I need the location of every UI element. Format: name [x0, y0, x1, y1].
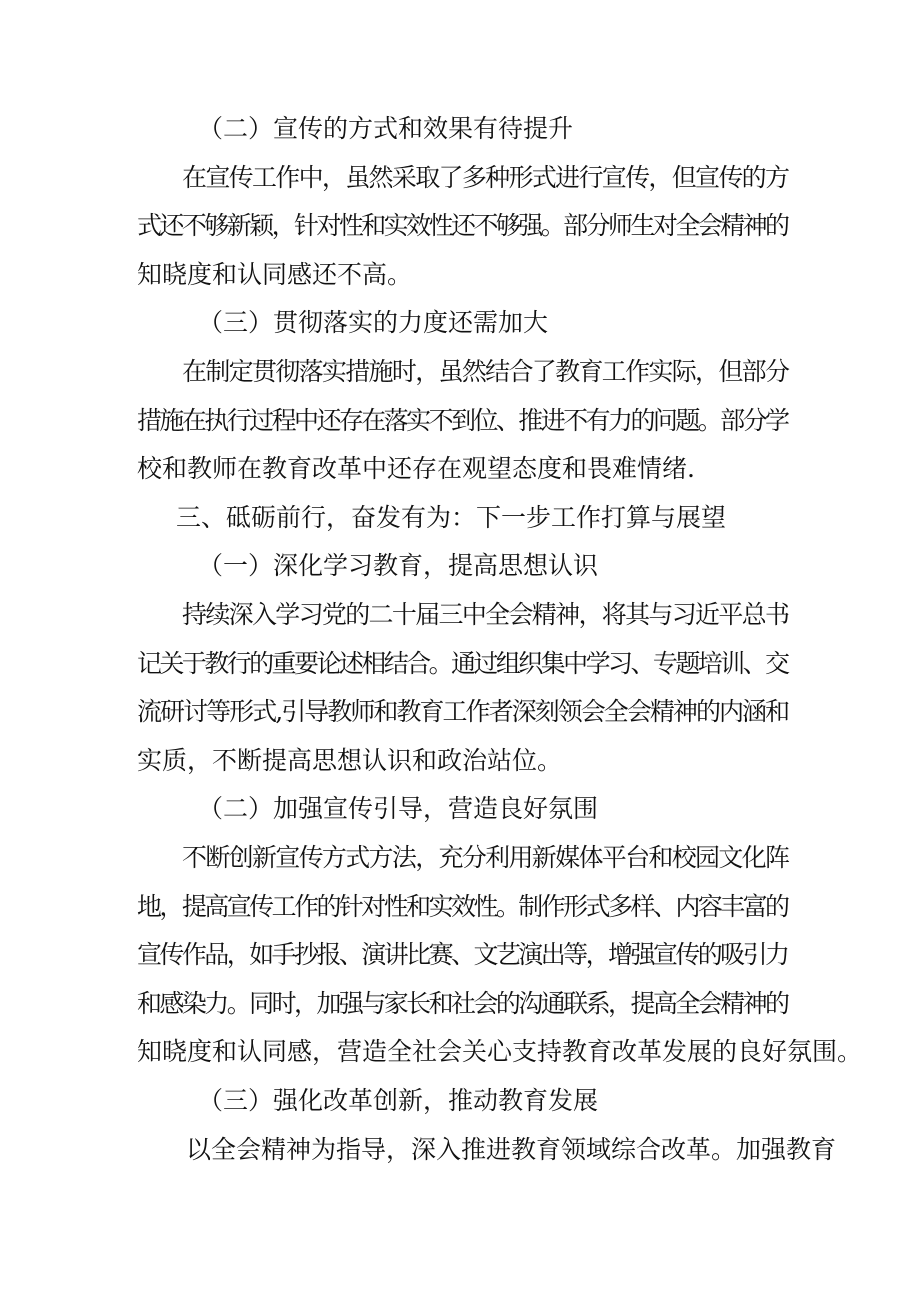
paragraph-line: 知晓度和认同感还不高。 [137, 260, 413, 289]
paragraph-first-line: 在制定贯彻落实措施时，虽然结合了教育工作实际，但部分 [182, 357, 789, 386]
paragraph-first-line: 在宣传工作中，虽然采取了多种形式进行宣传，但宣传的方 [182, 163, 789, 192]
sub-heading: （二）加强宣传引导，营造良好氛围 [198, 794, 599, 823]
sub-heading: （三）强化改革创新，推动教育发展 [198, 1086, 599, 1115]
paragraph-line: 校和教师在教育改革中还存在观望态度和畏难情绪. [137, 454, 695, 483]
paragraph-line: 式还不够新颖，针对性和实效性还不够强。部分师生对全会精神的 [137, 211, 788, 240]
paragraph-line: 流研讨等形式,引导教师和教育工作者深刻领会全会精神的内涵和 [137, 697, 789, 726]
paragraph-line: 知晓度和认同感，营造全社会关心支持教育改革发展的良好氛围。 [137, 1037, 863, 1066]
paragraph-line: 措施在执行过程中还存在落实不到位、推进不有力的问题。部分学 [137, 406, 788, 435]
sub-heading: （三）贯彻落实的力度还需加大 [198, 308, 549, 337]
paragraph-line: 宣传作品，如手抄报、演讲比赛、文艺演出等，增强宣传的吸引力 [137, 940, 788, 969]
section-heading: 三、砥砺前行，奋发有为：下一步工作打算与展望 [176, 503, 727, 532]
paragraph-line: 地，提高宣传工作的针对性和实效性。制作形式多样、内容丰富的 [137, 892, 788, 921]
sub-heading: （二）宣传的方式和效果有待提升 [198, 114, 574, 143]
paragraph-line: 实质，不断提高思想认识和政治站位。 [137, 746, 563, 775]
paragraph-first-line: 持续深入学习党的二十届三中全会精神，将其与习近平总书 [182, 600, 789, 629]
paragraph-line: 和感染力。同时，加强与家长和社会的沟通联系，提高全会精神的 [137, 989, 788, 1018]
paragraph-first-line: 不断创新宣传方式方法，充分利用新媒体平台和校园文化阵 [182, 843, 789, 872]
sub-heading: （一）深化学习教育，提高思想认识 [198, 551, 599, 580]
paragraph-first-line: 以全会精神为指导，深入推进教育领域综合改革。加强教育 [186, 1135, 837, 1164]
paragraph-line: 记关于教行的重要论述相结合。通过组织集中学习、专题培训、交 [137, 649, 788, 678]
